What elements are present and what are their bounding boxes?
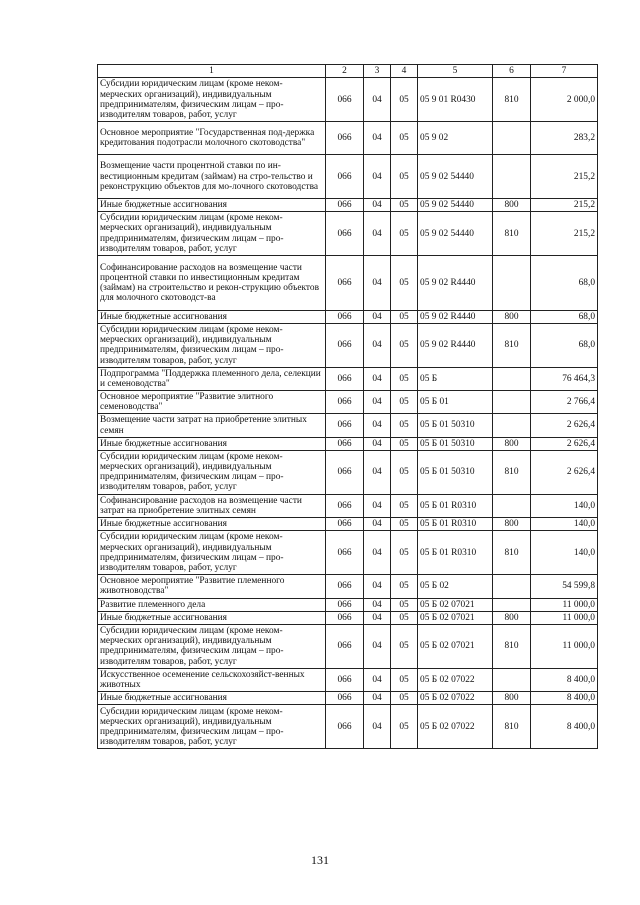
ministry-code-cell: 066 — [326, 199, 364, 212]
ministry-code-cell: 066 — [326, 324, 364, 368]
row-name-cell: Субсидии юридическим лицам (кроме неком-мерческих организаций), индивидуальным предпринимателям, физическим лицам – про-изводителям товаров, работ, услуг — [98, 450, 326, 494]
expense-type-cell — [493, 391, 531, 414]
subsection-cell: 05 — [391, 531, 418, 575]
amount-cell: 215,2 — [531, 212, 598, 256]
ministry-code-cell: 066 — [326, 624, 364, 668]
amount-cell: 11 000,0 — [531, 598, 598, 611]
amount-cell: 140,0 — [531, 494, 598, 517]
table-row — [98, 575, 598, 598]
amount-cell: 54 599,8 — [531, 575, 598, 598]
row-name-cell: Возмещение части затрат на приобретение элитных семян — [98, 414, 326, 437]
section-cell: 04 — [364, 310, 391, 323]
expense-type-cell: 800 — [493, 199, 531, 212]
expense-type-cell: 800 — [493, 692, 531, 705]
amount-cell: 2 000,0 — [531, 78, 598, 122]
amount-cell: 11 000,0 — [531, 611, 598, 624]
amount-cell: 2 626,4 — [531, 450, 598, 494]
subsection-cell: 05 — [391, 212, 418, 256]
amount-cell: 215,2 — [531, 199, 598, 212]
column-header: 4 — [391, 65, 418, 78]
section-cell: 04 — [364, 414, 391, 437]
ministry-code-cell: 066 — [326, 212, 364, 256]
table-row — [98, 324, 598, 368]
ministry-code-cell: 066 — [326, 692, 364, 705]
ministry-code-cell: 066 — [326, 255, 364, 310]
table-row — [98, 624, 598, 668]
amount-cell: 140,0 — [531, 518, 598, 531]
row-name-cell: Софинансирование расходов на возмещение части процентной ставки по инвестиционным кредитам (займам) на строительство и рекон-струкцию объектов для молочного скотоводст-ва — [98, 255, 326, 310]
subsection-cell: 05 — [391, 324, 418, 368]
row-name-cell: Субсидии юридическим лицам (кроме неком-мерческих организаций), индивидуальным предпринимателям, физическим лицам – про-изводителям товаров, работ, услуг — [98, 78, 326, 122]
column-header: 2 — [326, 65, 364, 78]
row-name-cell: Субсидии юридическим лицам (кроме неком-мерческих организаций), индивидуальным предпринимателям, физическим лицам – про-изводителям товаров, работ, услуг — [98, 531, 326, 575]
expense-type-cell — [493, 494, 531, 517]
target-article-cell: 05 Б 02 07022 — [418, 668, 493, 691]
subsection-cell: 05 — [391, 518, 418, 531]
row-name-cell: Субсидии юридическим лицам (кроме неком-мерческих организаций), индивидуальным предпринимателям, физическим лицам – про-изводителям товаров, работ, услуг — [98, 324, 326, 368]
subsection-cell: 05 — [391, 624, 418, 668]
subsection-cell: 05 — [391, 122, 418, 155]
subsection-cell: 05 — [391, 199, 418, 212]
table-row — [98, 367, 598, 390]
target-article-cell: 05 Б 01 R0310 — [418, 518, 493, 531]
ministry-code-cell: 066 — [326, 575, 364, 598]
subsection-cell: 05 — [391, 494, 418, 517]
table-row — [98, 692, 598, 705]
row-name-cell: Иные бюджетные ассигнования — [98, 199, 326, 212]
subsection-cell: 05 — [391, 391, 418, 414]
row-name-cell: Основное мероприятие "Развитие элитного семеноводства" — [98, 391, 326, 414]
target-article-cell: 05 Б 01 — [418, 391, 493, 414]
expense-type-cell — [493, 367, 531, 390]
row-name-cell: Иные бюджетные ассигнования — [98, 518, 326, 531]
target-article-cell: 05 Б 02 07022 — [418, 705, 493, 749]
row-name-cell: Развитие племенного дела — [98, 598, 326, 611]
column-header: 6 — [493, 65, 531, 78]
subsection-cell: 05 — [391, 155, 418, 199]
section-cell: 04 — [364, 624, 391, 668]
column-header: 1 — [98, 65, 326, 78]
subsection-cell: 05 — [391, 692, 418, 705]
subsection-cell: 05 — [391, 414, 418, 437]
section-cell: 04 — [364, 692, 391, 705]
target-article-cell: 05 9 02 54440 — [418, 212, 493, 256]
target-article-cell: 05 9 02 R4440 — [418, 255, 493, 310]
expense-type-cell: 800 — [493, 310, 531, 323]
ministry-code-cell: 066 — [326, 414, 364, 437]
row-name-cell: Субсидии юридическим лицам (кроме неком-мерческих организаций), индивидуальным предпринимателям, физическим лицам – про-изводителям товаров, работ, услуг — [98, 624, 326, 668]
section-cell: 04 — [364, 199, 391, 212]
section-cell: 04 — [364, 367, 391, 390]
row-name-cell: Иные бюджетные ассигнования — [98, 611, 326, 624]
target-article-cell: 05 9 02 54440 — [418, 155, 493, 199]
subsection-cell: 05 — [391, 310, 418, 323]
target-article-cell: 05 9 01 R0430 — [418, 78, 493, 122]
expense-type-cell: 810 — [493, 450, 531, 494]
section-cell: 04 — [364, 598, 391, 611]
target-article-cell: 05 9 02 R4440 — [418, 310, 493, 323]
subsection-cell: 05 — [391, 78, 418, 122]
table-row — [98, 391, 598, 414]
expense-type-cell: 810 — [493, 78, 531, 122]
page-number: 131 — [311, 853, 329, 867]
amount-cell: 2 766,4 — [531, 391, 598, 414]
amount-cell: 76 464,3 — [531, 367, 598, 390]
amount-cell: 215,2 — [531, 155, 598, 199]
table-row — [98, 199, 598, 212]
expense-type-cell: 800 — [493, 437, 531, 450]
expense-type-cell — [493, 155, 531, 199]
table-row — [98, 414, 598, 437]
table-row — [98, 437, 598, 450]
table-row — [98, 611, 598, 624]
subsection-cell: 05 — [391, 437, 418, 450]
target-article-cell: 05 9 02 R4440 — [418, 324, 493, 368]
table-row — [98, 598, 598, 611]
section-cell: 04 — [364, 255, 391, 310]
amount-cell: 8 400,0 — [531, 668, 598, 691]
subsection-cell: 05 — [391, 705, 418, 749]
expense-type-cell — [493, 575, 531, 598]
row-name-cell: Иные бюджетные ассигнования — [98, 692, 326, 705]
column-header: 5 — [418, 65, 493, 78]
subsection-cell: 05 — [391, 611, 418, 624]
subsection-cell: 05 — [391, 598, 418, 611]
ministry-code-cell: 066 — [326, 668, 364, 691]
budget-table — [97, 64, 598, 749]
row-name-cell: Подпрограмма "Поддержка племенного дела, селекции и семеноводства" — [98, 367, 326, 390]
table-row — [98, 531, 598, 575]
row-name-cell: Иные бюджетные ассигнования — [98, 310, 326, 323]
section-cell: 04 — [364, 611, 391, 624]
target-article-cell: 05 Б 01 50310 — [418, 450, 493, 494]
section-cell: 04 — [364, 78, 391, 122]
table-row — [98, 212, 598, 256]
expense-type-cell — [493, 255, 531, 310]
amount-cell: 8 400,0 — [531, 692, 598, 705]
ministry-code-cell: 066 — [326, 310, 364, 323]
expense-type-cell: 810 — [493, 324, 531, 368]
ministry-code-cell: 066 — [326, 367, 364, 390]
subsection-cell: 05 — [391, 367, 418, 390]
table-header-row — [98, 65, 598, 78]
subsection-cell: 05 — [391, 450, 418, 494]
table-row — [98, 78, 598, 122]
expense-type-cell — [493, 668, 531, 691]
target-article-cell: 05 Б — [418, 367, 493, 390]
section-cell: 04 — [364, 494, 391, 517]
table-row — [98, 155, 598, 199]
ministry-code-cell: 066 — [326, 518, 364, 531]
section-cell: 04 — [364, 155, 391, 199]
section-cell: 04 — [364, 668, 391, 691]
target-article-cell: 05 Б 01 R0310 — [418, 531, 493, 575]
expense-type-cell — [493, 598, 531, 611]
amount-cell: 68,0 — [531, 324, 598, 368]
column-header: 7 — [531, 65, 598, 78]
expense-type-cell: 810 — [493, 212, 531, 256]
expense-type-cell: 810 — [493, 624, 531, 668]
target-article-cell: 05 Б 02 07021 — [418, 611, 493, 624]
table-body — [98, 78, 598, 749]
section-cell: 04 — [364, 531, 391, 575]
row-name-cell: Субсидии юридическим лицам (кроме неком-мерческих организаций), индивидуальным предпринимателям, физическим лицам – про-изводителям товаров, работ, услуг — [98, 212, 326, 256]
expense-type-cell: 810 — [493, 705, 531, 749]
section-cell: 04 — [364, 212, 391, 256]
amount-cell: 11 000,0 — [531, 624, 598, 668]
target-article-cell: 05 Б 02 07021 — [418, 598, 493, 611]
row-name-cell: Иные бюджетные ассигнования — [98, 437, 326, 450]
section-cell: 04 — [364, 705, 391, 749]
row-name-cell: Софинансирование расходов на возмещение части затрат на приобретение элитных семян — [98, 494, 326, 517]
target-article-cell: 05 Б 01 50310 — [418, 437, 493, 450]
expense-type-cell: 800 — [493, 611, 531, 624]
expense-type-cell: 800 — [493, 518, 531, 531]
ministry-code-cell: 066 — [326, 598, 364, 611]
amount-cell: 2 626,4 — [531, 437, 598, 450]
section-cell: 04 — [364, 391, 391, 414]
target-article-cell: 05 Б 02 07022 — [418, 692, 493, 705]
ministry-code-cell: 066 — [326, 531, 364, 575]
target-article-cell: 05 Б 01 R0310 — [418, 494, 493, 517]
subsection-cell: 05 — [391, 668, 418, 691]
amount-cell: 283,2 — [531, 122, 598, 155]
subsection-cell: 05 — [391, 575, 418, 598]
amount-cell: 8 400,0 — [531, 705, 598, 749]
ministry-code-cell: 066 — [326, 450, 364, 494]
ministry-code-cell: 066 — [326, 705, 364, 749]
ministry-code-cell: 066 — [326, 391, 364, 414]
table-row — [98, 494, 598, 517]
table-row — [98, 122, 598, 155]
expense-type-cell: 810 — [493, 531, 531, 575]
row-name-cell: Основное мероприятие "Развитие племенного животноводства" — [98, 575, 326, 598]
expense-type-cell — [493, 122, 531, 155]
target-article-cell: 05 9 02 54440 — [418, 199, 493, 212]
section-cell: 04 — [364, 324, 391, 368]
section-cell: 04 — [364, 437, 391, 450]
section-cell: 04 — [364, 575, 391, 598]
target-article-cell: 05 Б 02 07021 — [418, 624, 493, 668]
table-row — [98, 255, 598, 310]
table-row — [98, 668, 598, 691]
section-cell: 04 — [364, 122, 391, 155]
ministry-code-cell: 066 — [326, 611, 364, 624]
table-row — [98, 450, 598, 494]
row-name-cell: Основное мероприятие "Государственная под-держка кредитования подотрасли молочного скотоводства" — [98, 122, 326, 155]
table-row — [98, 705, 598, 749]
ministry-code-cell: 066 — [326, 78, 364, 122]
section-cell: 04 — [364, 518, 391, 531]
section-cell: 04 — [364, 450, 391, 494]
row-name-cell: Субсидии юридическим лицам (кроме неком-мерческих организаций), индивидуальным предпринимателям, физическим лицам – про-изводителям товаров, работ, услуг — [98, 705, 326, 749]
ministry-code-cell: 066 — [326, 122, 364, 155]
amount-cell: 140,0 — [531, 531, 598, 575]
table-row — [98, 310, 598, 323]
row-name-cell: Возмещение части процентной ставки по ин-вестиционным кредитам (займам) на стро-тельство и реконструкцию объектов для мо-лочного скотоводства — [98, 155, 326, 199]
subsection-cell: 05 — [391, 255, 418, 310]
column-header: 3 — [364, 65, 391, 78]
target-article-cell: 05 Б 01 50310 — [418, 414, 493, 437]
amount-cell: 68,0 — [531, 255, 598, 310]
ministry-code-cell: 066 — [326, 494, 364, 517]
amount-cell: 2 626,4 — [531, 414, 598, 437]
target-article-cell: 05 Б 02 — [418, 575, 493, 598]
target-article-cell: 05 9 02 — [418, 122, 493, 155]
table-row — [98, 518, 598, 531]
ministry-code-cell: 066 — [326, 155, 364, 199]
expense-type-cell — [493, 414, 531, 437]
ministry-code-cell: 066 — [326, 437, 364, 450]
amount-cell: 68,0 — [531, 310, 598, 323]
row-name-cell: Искусственное осеменение сельскохозяйст-венных животных — [98, 668, 326, 691]
